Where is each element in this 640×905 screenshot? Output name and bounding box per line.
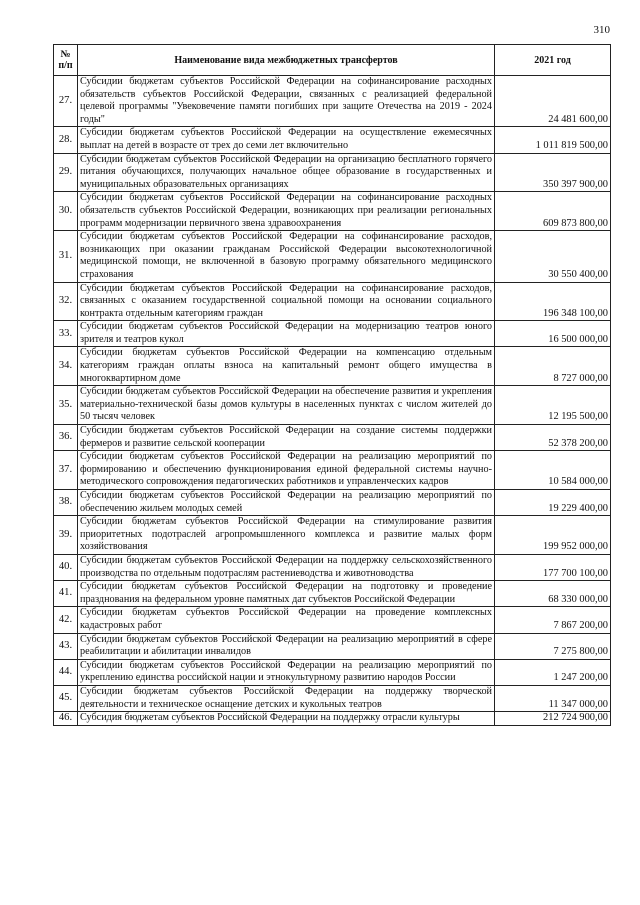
row-amount-2021: 196 348 100,00 [495, 282, 611, 321]
row-number: 37. [54, 451, 78, 490]
row-transfer-name: Субсидии бюджетам субъектов Российской Федерации на создание системы поддержки фермеров и развитие сельской кооперации [78, 425, 495, 451]
row-transfer-name: Субсидии бюджетам субъектов Российской Федерации на организацию бесплатного горячего питания обучающихся, получающих начальное общее образование в государственных и муниципальных образовательных организациях [78, 153, 495, 192]
row-transfer-name: Субсидии бюджетам субъектов Российской Федерации на реализацию мероприятий по формированию и обеспечению функционирования единой федеральной системы научно-методического сопровождения педагогических работников и управленческих кадров [78, 451, 495, 490]
table-row [54, 516, 611, 555]
transfers-table [53, 44, 611, 726]
row-number: 28. [54, 127, 78, 153]
row-transfer-name: Субсидии бюджетам субъектов Российской Федерации на реализацию мероприятий в сфере реабилитации и абилитации инвалидов [78, 633, 495, 659]
table-row [54, 153, 611, 192]
row-amount-2021: 12 195 500,00 [495, 386, 611, 425]
row-transfer-name: Субсидии бюджетам субъектов Российской Федерации на модернизацию театров юного зрителя и театров кукол [78, 321, 495, 347]
row-amount-2021: 609 873 800,00 [495, 192, 611, 231]
row-amount-2021: 68 330 000,00 [495, 581, 611, 607]
row-amount-2021: 1 011 819 500,00 [495, 127, 611, 153]
table-row [54, 685, 611, 711]
row-number: 39. [54, 516, 78, 555]
row-transfer-name: Субсидии бюджетам субъектов Российской Федерации на компенсацию отдельным категориям граждан оплаты взноса на капитальный ремонт общего имущества в многоквартирном доме [78, 347, 495, 386]
table-row [54, 231, 611, 282]
row-transfer-name: Субсидии бюджетам субъектов Российской Федерации на проведение комплексных кадастровых работ [78, 607, 495, 633]
row-number: 40. [54, 554, 78, 580]
row-number: 34. [54, 347, 78, 386]
row-transfer-name: Субсидии бюджетам субъектов Российской Федерации на обеспечение развития и укрепления материально-технической базы домов культуры в населенных пунктах с числом жителей до 50 тысяч человек [78, 386, 495, 425]
row-transfer-name: Субсидии бюджетам субъектов Российской Федерации на поддержку сельскохозяйственного производства по отдельным подотраслям растениеводства и животноводства [78, 554, 495, 580]
table-row [54, 282, 611, 321]
table-row [54, 347, 611, 386]
table-row [54, 554, 611, 580]
row-number: 30. [54, 192, 78, 231]
row-transfer-name: Субсидии бюджетам субъектов Российской Федерации на софинансирование расходных обязательств субъектов Российской Федерации, возникающих при реализации региональных программ модернизации первичного звена здравоохранения [78, 192, 495, 231]
row-number: 35. [54, 386, 78, 425]
row-transfer-name: Субсидии бюджетам субъектов Российской Федерации на софинансирование расходов, связанных с оказанием государственной социальной помощи на основании социального контракта отдельным категориям граждан [78, 282, 495, 321]
row-transfer-name: Субсидии бюджетам субъектов Российской Федерации на поддержку творческой деятельности и техническое оснащение детских и кукольных театров [78, 685, 495, 711]
row-number: 31. [54, 231, 78, 282]
row-amount-2021: 52 378 200,00 [495, 425, 611, 451]
header-number: № п/п [54, 45, 78, 76]
row-number: 41. [54, 581, 78, 607]
row-amount-2021: 11 347 000,00 [495, 685, 611, 711]
row-number: 29. [54, 153, 78, 192]
row-number: 38. [54, 490, 78, 516]
table-row [54, 127, 611, 153]
row-number: 32. [54, 282, 78, 321]
table-body [54, 76, 611, 726]
table-row [54, 386, 611, 425]
table-row [54, 633, 611, 659]
table-header-row [54, 45, 611, 76]
row-number: 36. [54, 425, 78, 451]
table-row [54, 192, 611, 231]
row-amount-2021: 16 500 000,00 [495, 321, 611, 347]
row-transfer-name: Субсидии бюджетам субъектов Российской Федерации на подготовку и проведение празднования на федеральном уровне памятных дат субъектов Российской Федерации [78, 581, 495, 607]
row-number: 44. [54, 659, 78, 685]
header-transfer-name: Наименование вида межбюджетных трансфертов [78, 45, 495, 76]
row-transfer-name: Субсидии бюджетам субъектов Российской Федерации на софинансирование расходов, возникающих при оказании гражданам Российской Федерации высокотехнологичной медицинской помощи, не включенной в базовую программу обязательного медицинского страхования [78, 231, 495, 282]
row-amount-2021: 177 700 100,00 [495, 554, 611, 580]
row-number: 27. [54, 76, 78, 127]
row-transfer-name: Субсидия бюджетам субъектов Российской Федерации на поддержку отрасли культуры [78, 712, 495, 726]
row-amount-2021: 8 727 000,00 [495, 347, 611, 386]
row-amount-2021: 30 550 400,00 [495, 231, 611, 282]
row-amount-2021: 10 584 000,00 [495, 451, 611, 490]
row-number: 46. [54, 712, 78, 726]
table-row [54, 425, 611, 451]
row-transfer-name: Субсидии бюджетам субъектов Российской Федерации на софинансирование расходных обязательств субъектов Российской Федерации, связанных с реализацией федеральной целевой программы "Увековечение памяти погибших при защите Отечества на 2019 - 2024 годы" [78, 76, 495, 127]
table-row [54, 581, 611, 607]
row-number: 33. [54, 321, 78, 347]
table-row [54, 451, 611, 490]
row-number: 45. [54, 685, 78, 711]
row-transfer-name: Субсидии бюджетам субъектов Российской Федерации на стимулирование развития приоритетных подотраслей агропромышленного комплекса и развитие малых форм хозяйствования [78, 516, 495, 555]
table-row [54, 321, 611, 347]
row-amount-2021: 7 275 800,00 [495, 633, 611, 659]
row-transfer-name: Субсидии бюджетам субъектов Российской Федерации на реализацию мероприятий по укреплению единства российской нации и этнокультурному развитию народов России [78, 659, 495, 685]
row-amount-2021: 1 247 200,00 [495, 659, 611, 685]
row-amount-2021: 212 724 900,00 [495, 712, 611, 726]
row-transfer-name: Субсидии бюджетам субъектов Российской Федерации на осуществление ежемесячных выплат на детей в возрасте от трех до семи лет включительно [78, 127, 495, 153]
page-number: 310 [593, 24, 610, 36]
row-amount-2021: 19 229 400,00 [495, 490, 611, 516]
table-row [54, 607, 611, 633]
table-row [54, 659, 611, 685]
row-amount-2021: 24 481 600,00 [495, 76, 611, 127]
table-row [54, 712, 611, 726]
table-row [54, 490, 611, 516]
row-amount-2021: 7 867 200,00 [495, 607, 611, 633]
row-amount-2021: 199 952 000,00 [495, 516, 611, 555]
row-number: 43. [54, 633, 78, 659]
table-row [54, 76, 611, 127]
row-amount-2021: 350 397 900,00 [495, 153, 611, 192]
row-transfer-name: Субсидии бюджетам субъектов Российской Федерации на реализацию мероприятий по обеспечению жильем молодых семей [78, 490, 495, 516]
header-year-2021: 2021 год [495, 45, 611, 76]
row-number: 42. [54, 607, 78, 633]
